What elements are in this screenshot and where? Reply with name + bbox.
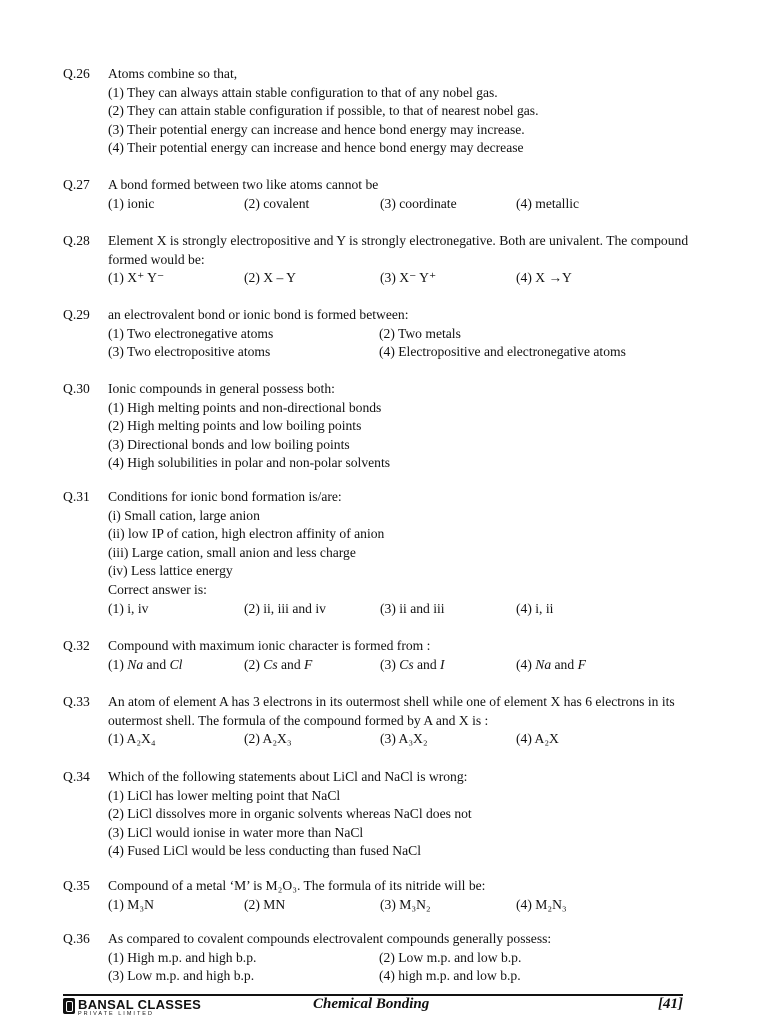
question-32 xyxy=(63,637,703,674)
option: (2) MN xyxy=(244,896,286,912)
option: (4) Fused LiCl would be less conducting than fused NaCl xyxy=(108,843,421,859)
option: (3) Their potential energy can increase and hence bond energy may increase. xyxy=(108,121,525,137)
option: (2) Two metals xyxy=(379,325,461,341)
question-text: As compared to covalent compounds electrovalent compounds generally possess: xyxy=(108,931,552,946)
option: (3) Low m.p. and high b.p. xyxy=(108,968,255,984)
question-35 xyxy=(63,877,703,914)
page-footer xyxy=(63,994,683,1020)
condition-line: (iv) Less lattice energy xyxy=(108,563,233,579)
chapter-title: Chemical Bonding xyxy=(313,996,430,1012)
option: (4) Electropositive and electronegative atoms xyxy=(379,344,626,360)
question-text: Compound of a metal ‘M’ is M₂O₃. The formula of its nitride will be: xyxy=(108,878,486,893)
question-29 xyxy=(63,306,703,362)
option: (2) High melting points and low boiling points xyxy=(108,418,362,434)
option: (3) ii and iii xyxy=(380,600,445,616)
option: (4) Na and F xyxy=(516,656,586,672)
option: (3) M₃N₂ xyxy=(380,896,431,912)
options-row xyxy=(108,896,703,915)
question-text: Compound with maximum ionic character is formed from : xyxy=(108,638,431,653)
option: (1) A₂X₄ xyxy=(108,731,156,747)
question-34 xyxy=(63,768,703,861)
option: (1) i, iv xyxy=(108,600,149,616)
question-text: Atoms combine so that, xyxy=(108,66,238,81)
question-number: Q.27 xyxy=(63,177,90,192)
brand-name: BANSAL CLASSES xyxy=(78,997,202,1012)
option: (4) Their potential energy can increase and hence bond energy may decrease xyxy=(108,140,524,156)
question-text: Which of the following statements about LiCl and NaCl is wrong: xyxy=(108,769,468,784)
option: (2) Low m.p. and low b.p. xyxy=(379,949,522,965)
option: (3) X⁻ Y⁺ xyxy=(380,270,437,286)
question-number: Q.30 xyxy=(63,381,90,396)
question-number: Q.28 xyxy=(63,233,90,248)
option: (4) M₂N₃ xyxy=(516,896,567,912)
option: (1) X⁺ Y⁻ xyxy=(108,270,165,286)
bansal-logo xyxy=(63,998,201,1018)
option: (1) ionic xyxy=(108,195,155,211)
options-grid xyxy=(108,949,703,986)
option: (1) High m.p. and high b.p. xyxy=(108,949,257,965)
option: (2) X – Y xyxy=(244,270,296,286)
options-row xyxy=(108,600,703,619)
question-text: Conditions for ionic bond formation is/are: xyxy=(108,489,342,504)
option: (4) i, ii xyxy=(516,600,554,616)
question-33 xyxy=(63,693,703,749)
question-text: A bond formed between two like atoms cannot be xyxy=(108,177,379,192)
option: (1) They can always attain stable configuration to that of any nobel gas. xyxy=(108,84,498,100)
option: (2) LiCl dissolves more in organic solvents whereas NaCl does not xyxy=(108,806,472,822)
option: (1) High melting points and non-directional bonds xyxy=(108,399,382,415)
option: (2) ii, iii and iv xyxy=(244,600,326,616)
options-grid xyxy=(108,325,703,362)
option: (4) metallic xyxy=(516,195,580,211)
question-number: Q.32 xyxy=(63,638,90,653)
question-28 xyxy=(63,232,703,288)
question-number: Q.35 xyxy=(63,878,90,893)
option: (1) Na and Cl xyxy=(108,656,183,672)
brand-subtitle: PRIVATE LIMITED xyxy=(78,1011,154,1017)
option: (3) Directional bonds and low boiling points xyxy=(108,436,350,452)
options-row xyxy=(108,195,703,214)
option: (3) coordinate xyxy=(380,195,457,211)
question-number: Q.33 xyxy=(63,694,90,709)
question-number: Q.29 xyxy=(63,307,90,322)
option: (3) Two electropositive atoms xyxy=(108,344,271,360)
question-text: Element X is strongly electropositive and Y is strongly electronegative. Both are univalent. The compound formed would be: xyxy=(108,233,689,267)
question-36 xyxy=(63,930,703,986)
option: (1) Two electronegative atoms xyxy=(108,325,274,341)
option: (2) Cs and F xyxy=(244,656,313,672)
question-30 xyxy=(63,380,703,473)
option: (4) X →Y xyxy=(516,270,572,286)
question-27 xyxy=(63,176,703,213)
option: (3) A₃X₂ xyxy=(380,731,428,747)
condition-line: (iii) Large cation, small anion and less charge xyxy=(108,544,356,560)
option: (2) A₂X₃ xyxy=(244,731,292,747)
option: (4) A₂X xyxy=(516,731,559,747)
question-number: Q.26 xyxy=(63,66,90,81)
question-number: Q.31 xyxy=(63,489,90,504)
option: (1) LiCl has lower melting point that NaCl xyxy=(108,787,341,803)
question-26 xyxy=(63,65,703,158)
condition-line: (i) Small cation, large anion xyxy=(108,507,260,523)
question-31 xyxy=(63,488,703,618)
answer-prompt: Correct answer is: xyxy=(108,581,207,597)
options-row xyxy=(108,269,703,288)
option: (3) LiCl would ionise in water more than NaCl xyxy=(108,824,364,840)
option: (4) high m.p. and low b.p. xyxy=(379,968,521,984)
question-number: Q.34 xyxy=(63,769,90,784)
question-number: Q.36 xyxy=(63,931,90,946)
question-text: Ionic compounds in general possess both: xyxy=(108,381,335,396)
option: (2) covalent xyxy=(244,195,310,211)
page-number: [41] xyxy=(658,996,683,1012)
options-row xyxy=(108,730,703,749)
options-row xyxy=(108,656,703,675)
option: (4) High solubilities in polar and non-polar solvents xyxy=(108,455,391,471)
question-text: An atom of element A has 3 electrons in its outermost shell while one of element X has 6 electrons in its outermost shell. The formula of the compound formed by A and X is : xyxy=(108,694,675,728)
condition-line: (ii) low IP of cation, high electron affinity of anion xyxy=(108,526,385,542)
question-text: an electrovalent bond or ionic bond is formed between: xyxy=(108,307,409,322)
logo-icon xyxy=(63,998,75,1014)
option: (1) M₃N xyxy=(108,896,154,912)
option: (2) They can attain stable configuration if possible, to that of nearest nobel gas. xyxy=(108,103,539,119)
option: (3) Cs and I xyxy=(380,656,445,672)
